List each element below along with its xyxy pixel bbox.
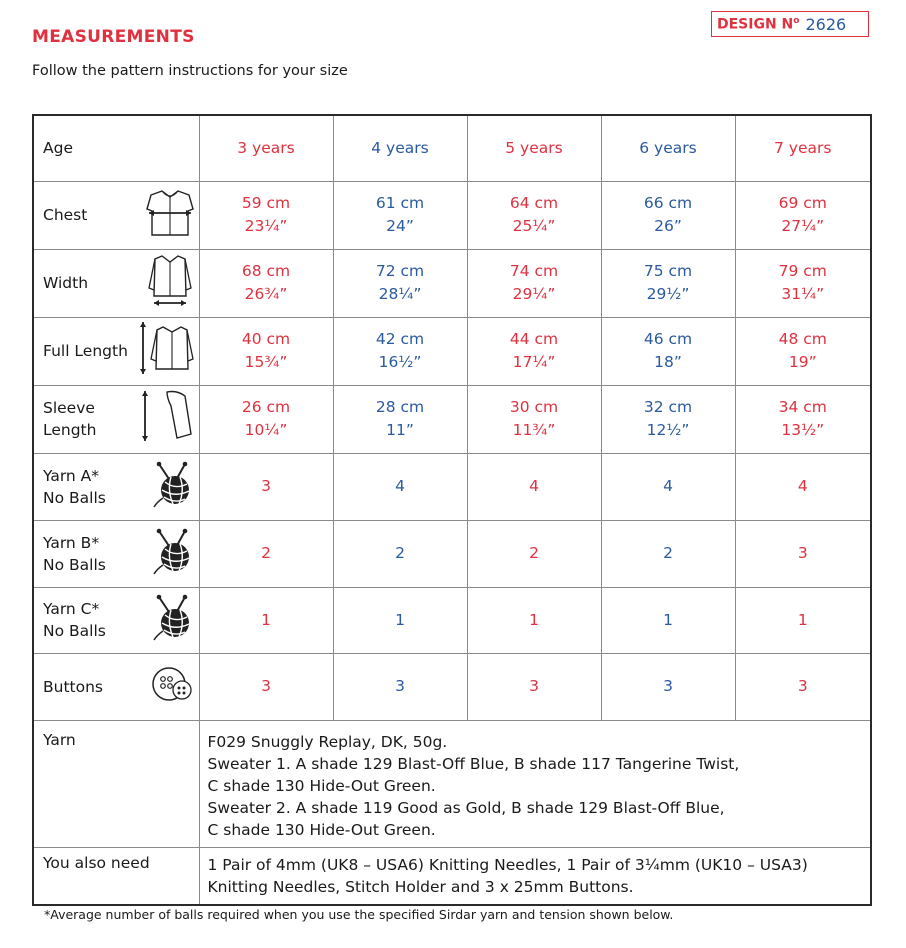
row-label: Sleeve Length [33, 385, 199, 453]
design-label: DESIGN $N^o$ [717, 15, 800, 33]
design-number-box [711, 11, 869, 37]
measurement-row [33, 453, 871, 520]
row-label: Yarn B* No Balls [33, 520, 199, 587]
value-cell: 3 [735, 520, 871, 587]
value-cell: 2 [199, 520, 333, 587]
value-cell: 64 cm 25¼” [467, 181, 601, 249]
measurement-row [33, 385, 871, 453]
age-row [33, 115, 871, 181]
value-cell: 40 cm 15¾” [199, 317, 333, 385]
measurement-row [33, 181, 871, 249]
full-length-diagram-icon [137, 319, 195, 383]
value-cell: 1 [199, 587, 333, 653]
yarn-ball-icon [151, 593, 195, 647]
value-cell: 3 [333, 653, 467, 720]
value-cell: 32 cm 12½” [601, 385, 735, 453]
value-cell: 26 cm 10¼” [199, 385, 333, 453]
footnote: *Average number of balls required when you use the specified Sirdar yarn and tension shown below. [44, 907, 674, 922]
value-cell: 44 cm 17¼” [467, 317, 601, 385]
value-cell: 46 cm 18” [601, 317, 735, 385]
design-number: 2626 [805, 14, 847, 34]
value-cell: 42 cm 16½” [333, 317, 467, 385]
value-cell: 3 [601, 653, 735, 720]
page-title: MEASUREMENTS [32, 27, 195, 47]
yarn-line: C shade 130 Hide-Out Green. [207, 776, 436, 795]
yarn-ball-icon [151, 527, 195, 581]
value-cell: 3 [467, 653, 601, 720]
value-cell: 4 [333, 453, 467, 520]
row-label: Full Length [33, 317, 199, 385]
chest-diagram-icon [145, 185, 195, 245]
page-subtitle: Follow the pattern instructions for your size [32, 63, 348, 79]
yarn-line: C shade 130 Hide-Out Green. [207, 820, 436, 839]
measurements-table [32, 114, 872, 906]
value-cell: 1 [601, 587, 735, 653]
need-row [33, 847, 871, 905]
yarn-label: Yarn [33, 720, 199, 847]
value-cell: 4 [601, 453, 735, 520]
value-cell: 4 [735, 453, 871, 520]
value-cell: 2 [333, 520, 467, 587]
size-header: 7 years [735, 115, 871, 181]
measurement-row [33, 520, 871, 587]
value-cell: 69 cm 27¼” [735, 181, 871, 249]
value-cell: 3 [199, 453, 333, 520]
value-cell: 72 cm 28¼” [333, 249, 467, 317]
size-header: 5 years [467, 115, 601, 181]
measurement-row [33, 317, 871, 385]
value-cell: 1 [467, 587, 601, 653]
value-cell: 75 cm 29½” [601, 249, 735, 317]
size-header: 6 years [601, 115, 735, 181]
row-label: Yarn A* No Balls [33, 453, 199, 520]
value-cell: 34 cm 13½” [735, 385, 871, 453]
row-label: Buttons [33, 653, 199, 720]
also-need-label: You also need [33, 847, 199, 905]
yarn-description [199, 720, 871, 847]
value-cell: 3 [735, 653, 871, 720]
value-cell: 28 cm 11” [333, 385, 467, 453]
yarn-ball-icon [151, 460, 195, 514]
value-cell: 66 cm 26” [601, 181, 735, 249]
value-cell: 30 cm 11¾” [467, 385, 601, 453]
measurement-row [33, 653, 871, 720]
row-label: Chest [33, 181, 199, 249]
value-cell: 2 [467, 520, 601, 587]
yarn-row [33, 720, 871, 847]
button-icon [151, 664, 195, 710]
value-cell: 68 cm 26¾” [199, 249, 333, 317]
value-cell: 61 cm 24” [333, 181, 467, 249]
row-label: Yarn C* No Balls [33, 587, 199, 653]
size-header: 4 years [333, 115, 467, 181]
need-line: 1 Pair of 4mm (UK8 – USA6) Knitting Needles, 1 Pair of 3¼mm (UK10 – USA3) [207, 855, 808, 874]
value-cell: 74 cm 29¼” [467, 249, 601, 317]
yarn-line: Sweater 1. A shade 129 Blast-Off Blue, B shade 117 Tangerine Twist, [207, 754, 740, 773]
yarn-line: Sweater 2. A shade 119 Good as Gold, B shade 129 Blast-Off Blue, [207, 798, 725, 817]
value-cell: 48 cm 19” [735, 317, 871, 385]
yarn-line: F029 Snuggly Replay, DK, 50g. [207, 732, 448, 751]
width-diagram-icon [145, 252, 195, 314]
sleeve-length-diagram-icon [137, 388, 195, 450]
row-label: Width [33, 249, 199, 317]
value-cell: 1 [333, 587, 467, 653]
value-cell: 4 [467, 453, 601, 520]
row-label-age: Age [33, 115, 199, 181]
size-header: 3 years [199, 115, 333, 181]
measurement-row [33, 587, 871, 653]
value-cell: 79 cm 31¼” [735, 249, 871, 317]
value-cell: 1 [735, 587, 871, 653]
measurement-row [33, 249, 871, 317]
also-need-description [199, 847, 871, 905]
value-cell: 2 [601, 520, 735, 587]
value-cell: 3 [199, 653, 333, 720]
value-cell: 59 cm 23¼” [199, 181, 333, 249]
need-line: Knitting Needles, Stitch Holder and 3 x 25mm Buttons. [207, 877, 634, 896]
